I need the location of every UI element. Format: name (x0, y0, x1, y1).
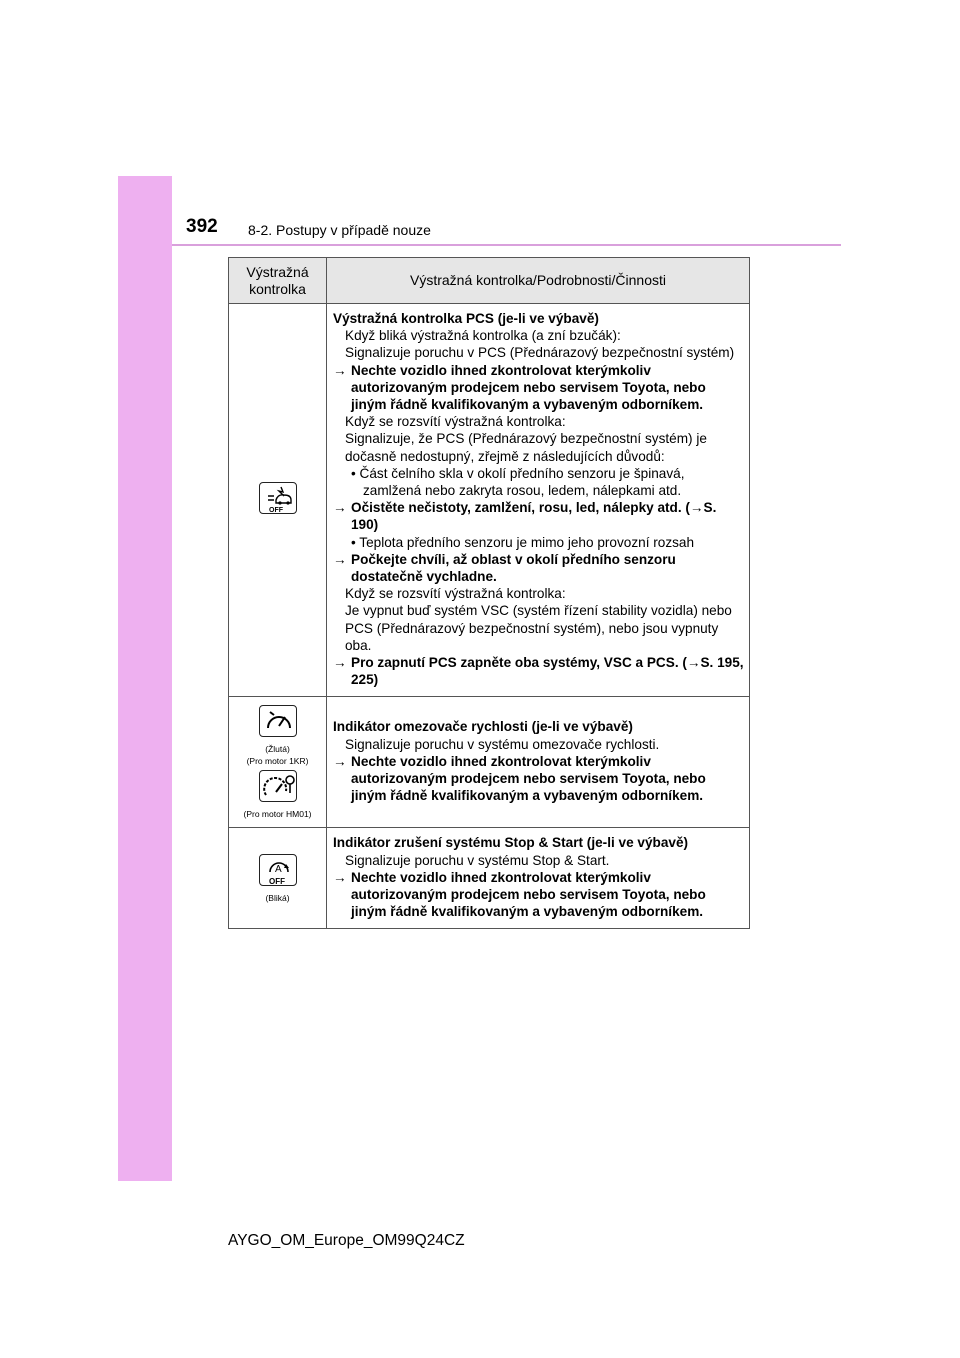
icon-cell (229, 828, 327, 929)
action-text: → Pro zapnutí PCS zapněte oba systémy, VSC a PCS. (→S. 195, 225) (333, 655, 744, 688)
condition-text: Když se rozsvítí výstražná kontrolka: (345, 414, 566, 430)
description-cell (327, 697, 750, 828)
condition-text: Když se rozsvítí výstražná kontrolka: (345, 586, 566, 602)
section-title: 8-2. Postupy v případě nouze (248, 222, 431, 238)
a-letter: A (274, 863, 282, 875)
icon-caption: (Pro motor 1KR) (246, 756, 309, 767)
action-text: → Počkejte chvíli, až oblast v okolí předního senzoru dostatečně vychladne. (333, 551, 676, 585)
signal-text: Signalizuje poruchu v systému omezovače rychlosti. (345, 736, 660, 752)
action-text: → Nechte vozidlo ihned zkontrolovat kterýmkoliv autorizovaným prodejcem nebo servisem Toyota, nebo jiným řádně kvalifikovaným a vybaveným odborníkem. (333, 869, 706, 920)
header-details: Výstražná kontrolka/Podrobnosti/Činnosti (327, 258, 750, 304)
arrow-icon: → (333, 500, 347, 516)
document-id: AYGO_OM_Europe_OM99Q24CZ (228, 1232, 465, 1249)
header-rule (172, 244, 841, 246)
table-row (229, 828, 750, 929)
item-title: Indikátor omezovače rychlosti (je-li ve výbavě) (333, 719, 633, 735)
table-header-row (229, 258, 750, 304)
description-cell (327, 828, 750, 929)
table-row (229, 304, 750, 697)
icon-cell (229, 697, 327, 828)
signal-text: Signalizuje poruchu v PCS (Přednárazový bezpečnostní systém) (345, 345, 735, 361)
pcs-off-warning-icon (259, 482, 297, 514)
arrow-icon: → (333, 655, 347, 671)
item-title: Indikátor zrušení systému Stop & Start (je-li ve výbavě) (333, 835, 689, 851)
arrow-icon: → (333, 362, 347, 378)
off-label: OFF (268, 506, 283, 514)
action-text: → Nechte vozidlo ihned zkontrolovat kterýmkoliv autorizovaným prodejcem nebo servisem Toyota, nebo jiným řádně kvalifikovaným a vybaveným odborníkem. (333, 753, 706, 804)
warning-lights-table (228, 257, 750, 929)
signal-text: Je vypnut buď systém VSC (systém řízení stability vozidla) nebo PCS (Přednárazový bezpečnostní systém), nebo jsou vypnuty oba. (345, 603, 732, 653)
bullet-item: • Teplota předního senzoru je mimo jeho provozní rozsah (351, 534, 695, 550)
signal-text: Signalizuje, že PCS (Přednárazový bezpečnostní systém) je dočasně nedostupný, zřejmě z následujících důvodů: (345, 431, 707, 464)
table-row (229, 697, 750, 828)
speed-limiter-icon (259, 705, 297, 737)
speed-limiter-hm01-icon (259, 770, 297, 802)
stop-start-off-icon (259, 854, 297, 886)
icon-caption: (Žlutá) (265, 744, 290, 755)
bullet-item: • Část čelního skla v okolí předního senzoru je špinavá, zamlžená nebo zakryta rosou, ledem, nálepkami atd. (351, 465, 685, 499)
chapter-side-band (118, 176, 172, 1181)
icon-caption: (Bliká) (265, 892, 290, 903)
page-number: 392 (186, 216, 218, 237)
arrow-icon: → (333, 869, 347, 885)
condition-text: Když bliká výstražná kontrolka (a zní bzučák): (345, 328, 621, 344)
action-text: → Očistěte nečistoty, zamlžení, rosu, led, nálepky atd. (→S. 190) (333, 500, 717, 533)
arrow-icon: → (333, 551, 347, 567)
icon-caption: (Pro motor HM01) (243, 809, 312, 820)
action-text: → Nechte vozidlo ihned zkontrolovat kterýmkoliv autorizovaným prodejcem nebo servisem Toyota, nebo jiným řádně kvalifikovaným a vybaveným odborníkem. (333, 362, 706, 413)
header-warning-light: Výstražná kontrolka (229, 258, 327, 304)
signal-text: Signalizuje poruchu v systému Stop & Start. (345, 852, 610, 868)
arrow-icon: → (333, 753, 347, 769)
item-title: Výstražná kontrolka PCS (je-li ve výbavě) (333, 311, 599, 326)
description-cell (327, 304, 750, 697)
icon-cell (229, 304, 327, 697)
off-label: OFF (268, 876, 285, 886)
